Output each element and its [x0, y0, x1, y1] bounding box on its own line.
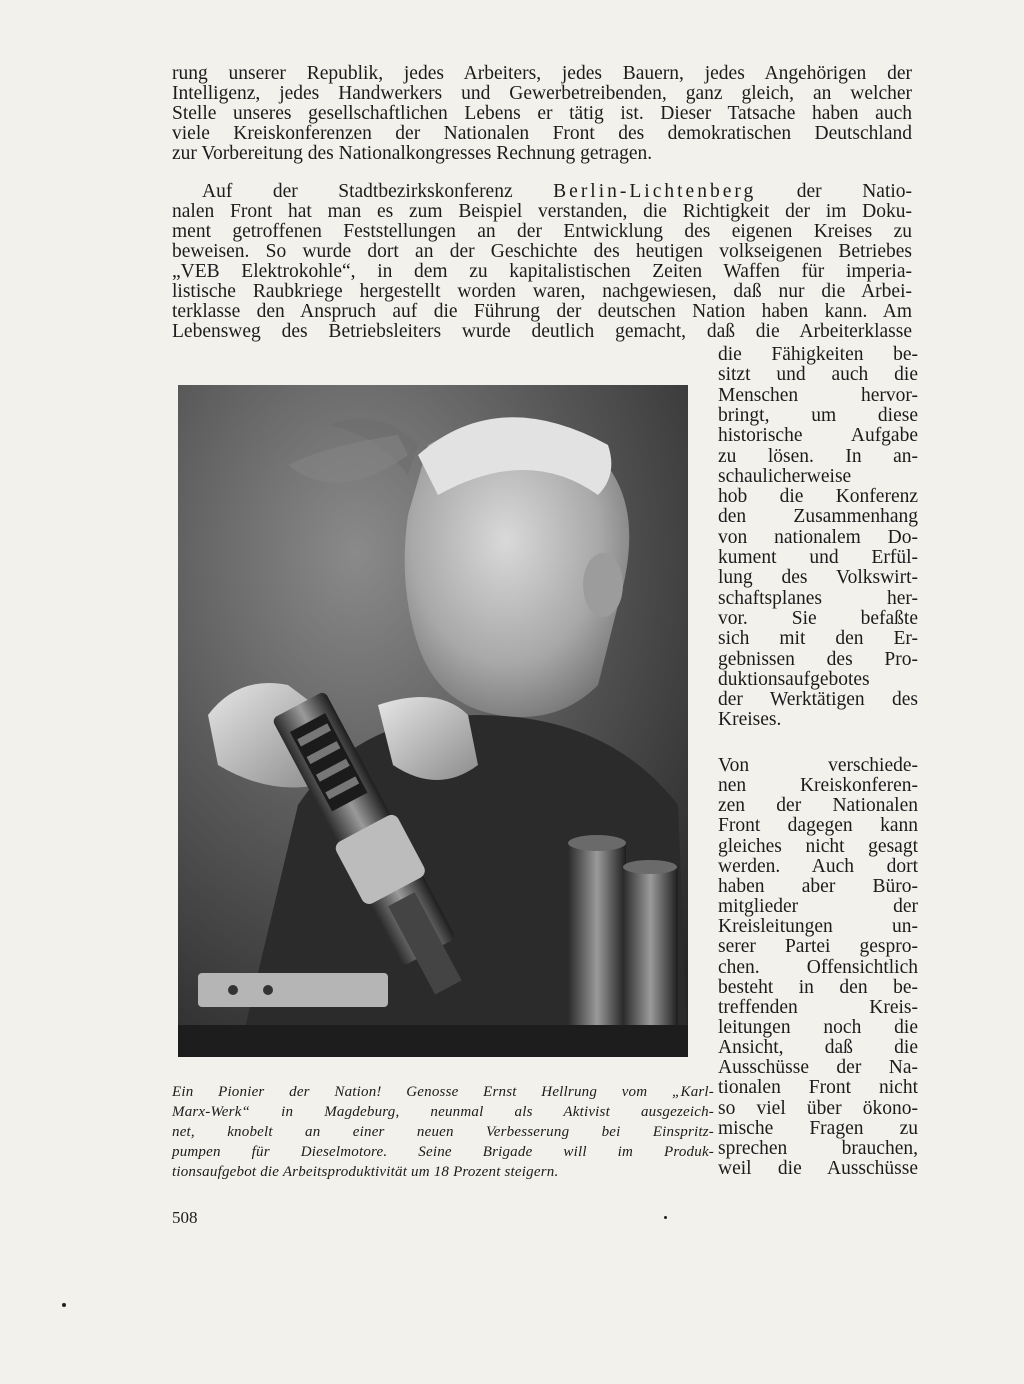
text-segment: Auf der Stadtbezirkskonferenz	[202, 181, 513, 202]
text-line: nalen Front hat man es zum Beispiel verstanden, die Richtigkeit der im Doku-	[172, 201, 912, 222]
text-line: werden. Auch dort	[718, 855, 918, 877]
text-line: leitungen noch die	[718, 1016, 918, 1038]
text-line: viele Kreiskonferenzen der Nationalen Front des demokratischen Deutschland	[172, 123, 912, 144]
page-number: 508	[172, 1208, 198, 1227]
text-line: mitglieder der	[718, 896, 918, 918]
text-line: kument und Erfül-	[718, 547, 918, 568]
text-line: schaulicherweise	[718, 465, 852, 487]
text-line: zur Vorbereitung des Nationalkongresses Rechnung getragen.	[172, 143, 653, 164]
text-line: Stelle unseres gesellschaftlichen Lebens er tätig ist. Dieser Tatsache haben auch	[172, 103, 912, 124]
text-line: die Fähigkeiten be-	[718, 344, 918, 365]
text-line: pumpen für Dieselmotore. Seine Brigade will im Produk-	[172, 1144, 714, 1160]
text-line: schaftsplanes her-	[718, 587, 918, 609]
text-line: von nationalem Do-	[718, 526, 918, 548]
text-line: listische Raubkriege hergestellt worden waren, nachgewiesen, daß nur die Arbei-	[172, 281, 912, 302]
text-line: duktionsaufgebotes	[718, 668, 870, 690]
print-speck	[664, 1216, 667, 1219]
text-line: Front dagegen kann	[718, 815, 918, 837]
text-line: weil die Ausschüsse	[718, 1158, 918, 1179]
text-line: besteht in den be-	[718, 976, 918, 998]
print-speck	[62, 1303, 66, 1307]
text-line: Ansicht, daß die	[718, 1037, 918, 1059]
text-line: sitzt und auch die	[718, 364, 918, 386]
text-line: bringt, um diese	[718, 404, 918, 426]
text-line: Von verschiede-	[718, 755, 918, 776]
place-name: Berlin-Lichtenberg	[553, 181, 757, 202]
text-line: gleiches nicht gesagt	[718, 835, 918, 857]
text-line: Lebensweg des Betriebsleiters wurde deutlich gemacht, daß die Arbeiterklasse	[172, 321, 912, 342]
text-line: so viel über ökono-	[718, 1097, 918, 1119]
text-line: Ein Pionier der Nation! Genosse Ernst Hellrung vom „Karl-	[172, 1084, 714, 1100]
text-line: vor. Sie befaßte	[718, 607, 918, 629]
text-line: haben aber Büro-	[718, 875, 918, 897]
text-line: Ausschüsse der Na-	[718, 1057, 918, 1079]
text-line: tionalen Front nicht	[718, 1077, 918, 1099]
photo-worker-with-pump	[178, 385, 688, 1057]
text-line: Intelligenz, jedes Handwerkers und Gewerbetreibenden, ganz gleich, an welcher	[172, 83, 912, 104]
text-line: rung unserer Republik, jedes Arbeiters, jedes Bauern, jedes Angehörigen der	[172, 63, 912, 84]
text-line: sprechen brauchen,	[718, 1137, 918, 1159]
text-line: lung des Volkswirt-	[718, 567, 918, 589]
text-line: hob die Konferenz	[718, 486, 918, 508]
text-line: treffenden Kreis-	[718, 996, 918, 1018]
text-line: ment getroffenen Feststellungen an der Entwicklung des eigenen Kreises zu	[172, 221, 912, 242]
text-line: zu lösen. In an-	[718, 445, 918, 467]
text-line: mische Fragen zu	[718, 1117, 918, 1139]
text-line: „VEB Elektrokohle“, in dem zu kapitalistischen Zeiten Waffen für imperia-	[172, 261, 912, 282]
text-line: historische Aufgabe	[718, 425, 918, 447]
text-line: chen. Offensichtlich	[718, 956, 918, 978]
text-line: den Zusammenhang	[718, 506, 918, 528]
text-line: gebnissen des Pro-	[718, 648, 918, 670]
text-line: terklasse den Anspruch auf die Führung der deutschen Nation haben kann. Am	[172, 301, 912, 322]
text-line: der Werktätigen des	[718, 689, 918, 711]
photo-illustration	[178, 385, 688, 1057]
text-line: Kreises.	[718, 709, 782, 731]
text-segment: der Natio-	[796, 181, 913, 202]
text-line: beweisen. So wurde dort an der Geschichte des heutigen volkseigenen Betriebes	[172, 241, 912, 262]
text-line: serer Partei gespro-	[718, 936, 918, 958]
text-line: tionsaufgebot die Arbeitsproduktivität um 18 Prozent steigern.	[172, 1164, 559, 1180]
text-line: net, knobelt an einer neuen Verbesserung bei Einspritz-	[172, 1124, 714, 1140]
text-line: Kreisleitungen un-	[718, 916, 918, 938]
text-line: Menschen hervor-	[718, 384, 918, 406]
paragraph-first-line	[202, 182, 912, 202]
text-line: zen der Nationalen	[718, 795, 918, 817]
text-line: Marx-Werk“ in Magdeburg, neunmal als Aktivist ausgezeich-	[172, 1104, 714, 1120]
text-line: sich mit den Er-	[718, 628, 918, 650]
text-line: nen Kreiskonferen-	[718, 775, 918, 797]
